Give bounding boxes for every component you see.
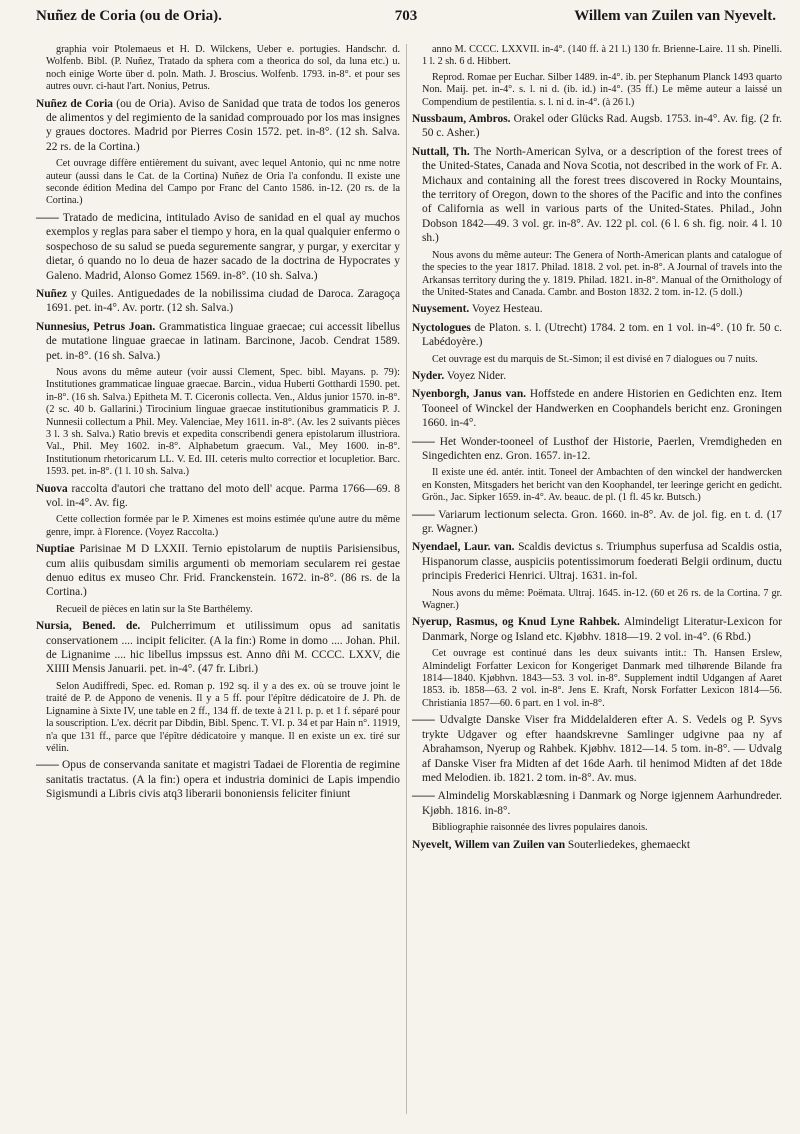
entry: [36, 287, 400, 316]
note-text: anno M. CCCC. LXXVII. in-4°. (140 ff. à 21 l.) 130 fr. Brienne-Laire. 11 sh. Pinelli. 1 l. 2 sh. 6 d. Hibbert.: [422, 44, 782, 68]
entry-headword: Nuptiae: [36, 543, 75, 556]
note: [36, 604, 400, 616]
entry: [36, 482, 400, 511]
note: [412, 72, 782, 109]
entry: [36, 758, 400, 801]
entry-text: Almindeligt Literatur-Lexicon for Danmark, Norge og Island etc. Kjøbhv. 1818—19. 2 vol. in-4°. (6 Rbd.): [422, 616, 782, 643]
entry: [412, 713, 782, 785]
note-text: Il existe une éd. antér. intit. Toneel der Ambachten of den winckel der handwercken en Konsten, Mitsgaders het bericht van den Koophandel, ter leeringe gericht en gedicht. Grön., Jac. Sipker 1659. in-4°. Av. beauc. de pl. (1 fl. 45 kr. Butsch.): [422, 467, 782, 504]
entry-text: y Quiles. Antiguedades de la nobilissima ciudad de Daroca. Zaragoça 1691. pet. in-4°. Av. portr. (12 sh. Salva.): [46, 287, 400, 315]
page-number: 703: [394, 8, 418, 24]
note: [36, 158, 400, 208]
entry-text: Souterliedekes, ghemaeckt: [565, 838, 690, 851]
entry-headword: Nyerup, Rasmus, og Knud Lyne Rahbek.: [412, 616, 620, 629]
column-divider: [406, 44, 407, 1114]
entry-headword: Nyevelt, Willem van Zuilen van: [412, 838, 566, 851]
note: [412, 467, 782, 504]
entry: [36, 542, 400, 600]
note: [412, 44, 782, 69]
entry-text: Voyez Nider.: [444, 369, 507, 382]
note: [412, 822, 782, 834]
note: [36, 514, 400, 539]
note: [36, 367, 400, 479]
entry: [412, 369, 782, 383]
note: [412, 588, 782, 613]
entry: [36, 320, 400, 363]
entry-headword: Nyenborgh, Janus van.: [412, 388, 527, 401]
entry: [412, 615, 782, 644]
entry: [412, 838, 782, 852]
note-text: Reprod. Romae per Euchar. Silber 1489. in-4°. ib. per Stephanum Planck 1493 quarto Non. Maij. pet. in-4°. s. l. ni d. (ib. id.) in-4°. (35 ff.) Le même auteur a laissé un Compendium de pestilentia. s. l. ni d. in-4°. (à 26 l.): [422, 71, 782, 108]
note-text: Bibliographie raisonnée des livres populaires danois.: [432, 822, 648, 834]
entry-headword: Nuysement.: [412, 303, 470, 316]
entry-headword: Nuttall, Th.: [412, 145, 470, 158]
entry-text: Pulcherrimum et utilissimum opus ad sanitatis conservationem .... incipit feliciter. (A la fin:) Rome in domo .... Johan. Phil. de Lignanime .... hic libellus impssus est. Anno dñi M. CCCC. LXXV, die XIIII Mensis Januarii. pet. in-4°. (47 fr. Libri.): [46, 620, 400, 676]
note-text: Cet ouvrage diffère entièrement du suivant, avec lequel Antonio, qui nc nme notre auteur (aussi dans le Cat. de la Cortina) Nuñez de Oria l'a confondu. Il existe une seconde édition Medina del Campo por Franc del Canto 1586. in-12. (20 rs. de la Cortina.): [46, 158, 400, 207]
header-left: Nuñez de Coria (ou de Oria).: [36, 8, 222, 24]
right-column: [412, 44, 782, 856]
entry-headword: ——: [412, 435, 435, 448]
note-text: Nous avons du même: Poëmata. Ultraj. 1645. in-12. (60 et 26 rs. de la Cortina. 7 gr. Wagner.): [422, 587, 782, 612]
header-right: Willem van Zuilen van Nyevelt.: [574, 8, 776, 24]
entry: [36, 211, 400, 283]
note-text: Cette collection formée par le P. Ximenes est moins estimée qu'une autre du même genre, impr. à Florence. (Voyez Raccolta.): [46, 514, 400, 538]
entry-headword: Nuñez: [36, 287, 68, 300]
note: [412, 250, 782, 300]
entry-headword: Nyder.: [412, 369, 445, 382]
entry-text: Tratado de medicina, intitulado Aviso de sanidad en el qual ay muchos exemplos y reglas para saber el tiempo y hora, en la qual qualquier enfermo o sospechoso de su salud se pueda seguremente sangrar, y purgar, y exercitar y dietar, ó quando no lo deua de hazer sacado de la doctrina de Hypocrates y Galeno. Madrid, Alonso Gomez 1569. in-8°. (10 sh. Salva.): [46, 211, 400, 282]
entry-headword: ——: [412, 790, 435, 803]
entry-text: Parisinae M D LXXII. Ternio epistolarum de nuptiis Parisiensibus, cum aliis quibusdam similis argumenti ob memoriam secularem rei gestae denuo editus ex museo Chr. Frid. Franckenstein. 1672. in-8°. (86 rs. de la Cortina.): [46, 543, 400, 599]
note: [412, 354, 782, 366]
note-text: Selon Audiffredi, Spec. ed. Roman p. 192 sq. il y a des ex. où se trouve joint le traité de P. de Appono de venenis. Il y a 5 ff. pour l'épître dédicatoire de J. Ph. de Lignamine à Sixte IV, une table en 2 ff., 134 ff. de texte à 21 l. p. p. et 1 f. séparé pour la souscription. L'ex. décrit par Dibdin, Bibl. Spenc. T. VI. p. 34 et par Hain n°. 11919, n'a que 131 ff., parce que l'épître dédicatoire y manque. Il en existe un ex. tiré sur vélin.: [46, 680, 400, 754]
entry: [412, 508, 782, 537]
entry-text: Orakel oder Glücks Rad. Augsb. 1753. in-4°. Av. fig. (2 fr. 50 c. Asher.): [422, 113, 782, 140]
left-column: [36, 44, 400, 806]
entry: [412, 321, 782, 350]
entry-headword: ——: [412, 508, 435, 521]
note: [412, 648, 782, 710]
entry-text: raccolta d'autori che trattano del moto dell' acque. Parma 1766—69. 8 vol. in-4°. Av. fig.: [46, 482, 400, 509]
entry-text: Udvalgte Danske Viser fra Middelalderen efter A. S. Vedels og P. Syvs trykte Udgaver og efter haandskrevne Samlinger udgivne paa ny af Abrahamson, Nyerup og Rahbek. Kjøbhv. 1812—14. 5 tom. in-8°. — Udvalg af Danske Viser fra Midten af det 16de Aarh. til henimod Midten af det 18de med Melodien. ib. 1821. 2 tom. in-8°. Av. mus.: [422, 714, 782, 784]
entry-headword: Nursia, Bened. de.: [36, 620, 141, 633]
entry: [36, 97, 400, 155]
note: [36, 681, 400, 755]
entry-text: Almindelig Morskablæsning i Danmark og Norge igjennem Aarhundreder. Kjøbh. 1816. in-8°.: [422, 790, 782, 817]
note-text: Nous avons du même auteur (voir aussi Clement, Spec. bibl. Mayans. p. 79): Institutiones grammaticae linguae graecae. Barcin., vidua Huberti Gotthardi 1590. pet. in-8°. (16 sh. Salva.) Epitheta M. T. Ciceronis collecta. Ven., Aldus junior 1570. in-8°. (2 sc. 40 b. Gallarini.) Tirocinium linguae graecae institutionibus grammaticis P. J. Nunnesii collectum a Phil. Mey. Valenciae, Mey 1611. in-8°. (Av. les 2 suivants pièces 3 l. 3 sh. Salva.) Ratio brevis et expedita conscribendi genera epistolarum illustriora. Val., Phil. Mey 1602. in-8°. Alphabetum graecum. Val., Mey 1600. in-8°. Institutionum rhetoricarum LL. V. Ed. III. ceteris multo correctior et locupletior. Barc. 1593. pet. in-8°. (1 l. 10 sh. Salva.): [46, 366, 400, 478]
running-header: [36, 8, 776, 30]
entry-text: Variarum lectionum selecta. Gron. 1660. in-8°. Av. de jol. fig. en t. d. (17 gr. Wagner.): [422, 508, 782, 535]
entry-text: Het Wonder-tooneel of Lusthof der Historie, Paerlen, Vremdigheden en Singedichten enz. Gron. 1657. in-12.: [422, 435, 782, 462]
entry-text: Hoffstede en andere Historien en Gedichten enz. Item Tooneel of Winckel der Handwerken en Coophandels bericht enz. Groningen 1660. in-4°.: [422, 388, 782, 430]
entry-text: Voyez Hesteau.: [469, 303, 543, 316]
entry: [412, 112, 782, 141]
entry-headword: Nussbaum, Ambros.: [412, 113, 511, 126]
entry-headword: ——: [36, 759, 59, 772]
entry-text: Scaldis devictus s. Triumphus superfusa ad Scaldis ostia, Hispanorum classe, auspiciis potentissimorum foederati Belgii ordinum, ductu principis Frederici Henrici. Ultraj. 1631. in-fol.: [422, 541, 782, 583]
entry: [36, 619, 400, 677]
entry-text: (ou de Oria). Aviso de Sanidad que trata de todos los generos de alimentos y del regimiento de la sanidad comprouado por los mas insignes y graues doctores. Madrid por Pierres Cosin 1572. pet. in-8°. (12 sh. Salva. 22 rs. de la Cortina.): [46, 97, 400, 153]
note-text: Recueil de pièces en latin sur la Ste Barthélemy.: [56, 603, 253, 615]
entry: [412, 435, 782, 464]
entry-text: de Platon. s. l. (Utrecht) 1784. 2 tom. en 1 vol. in-4°. (10 fr. 50 c. Labédoyère.): [422, 321, 782, 349]
entry-headword: ——: [36, 211, 59, 224]
note-text: Cet ouvrage est continué dans les deux suivants intit.: Th. Hansen Erslew, Almindeligt Forfatter Lexicon for Kongeriget Danmark med tilhørende Bilande fra 1814—1840. Kjøbhvn. 1843—53. 3 vol. in-8°. Supplement indtil Udgangen af Aaret 1853. ib. 1858—63. 2 vol. in-8°. Jens E. Kraft, Norsk Forfatter Lexicon 1814—56. Christiania 1857—60. 6 part. en 1 vol. in-8°.: [422, 648, 782, 709]
entry: [412, 540, 782, 583]
entry-headword: Nunnesius, Petrus Joan.: [36, 320, 156, 333]
entry: [412, 789, 782, 818]
entry-text: The North-American Sylva, or a description of the forest trees of the United-States, Canada and Nova Scotia, not described in the work of Fr. A. Michaux and containing all the forest trees discovered in Rocky Mountains, the territory of Oregon, down to the shores of the Pacific and into the confines of California as well in various parts of the United-States. Philad., John Dobson 1842—49. 3 vol. gr. in-8°. Av. 122 pl. col. (6 l. 6 sh. fig. noir. 4 l. 10 sh.): [422, 145, 782, 245]
note: [36, 44, 400, 94]
entry-text: Opus de conservanda sanitate et magistri Tadaei de Florentia de regimine sanitatis tractatus. (A la fin:) opera et industria dominici de Lapis impendio Sigismundi a Libris civis atq3 liberarii bononiensis feliciter finiunt: [46, 759, 400, 801]
note-text: Nous avons du même auteur: The Genera of North-American plants and catalogue of the species to the year 1817. Philad. 1818. 2 vol. pet. in-8°. A Journal of travels into the Arkansas territory during the y. 1819. Philad. 1821. in-8°. Manual of the Ornithology of the United-States and Canada. Cambr. and Boston 1832. 2 tom. in-12. (5 doll.): [422, 249, 782, 298]
entry-text: Grammatistica linguae graecae; cui accessit libellus de mutatione linguae graecae in latinam. Barcinone, Jacob. Cendrat 1589. pet. in-8°. (16 sh. Salva.): [46, 320, 400, 362]
entry: [412, 145, 782, 246]
entry-headword: Nyctologues: [412, 321, 471, 334]
entry: [412, 302, 782, 316]
note-text: graphia voir Ptolemaeus et H. D. Wilckens, Ueber e. portugies. Handschr. d. Wolfenb. Bibl. (P. Nuñez, Tratado da sphera com a theorica do sol, da luna etc.) u. noch einige Worte über d. poln. Math. J. Broscius. Wolfenb. 1793. in-8°. et pour ses autres ouvr. ci-haut l'art. Nonius, Petrus.: [46, 44, 400, 93]
entry-headword: Nuñez de Coria: [36, 97, 113, 110]
note-text: Cet ouvrage est du marquis de St.-Simon; il est divisé en 7 dialogues ou 7 nuits.: [432, 353, 758, 365]
entry-headword: Nyendael, Laur. van.: [412, 541, 515, 554]
entry: [412, 387, 782, 430]
entry-headword: Nuova: [36, 482, 68, 495]
entry-headword: ——: [412, 714, 435, 727]
